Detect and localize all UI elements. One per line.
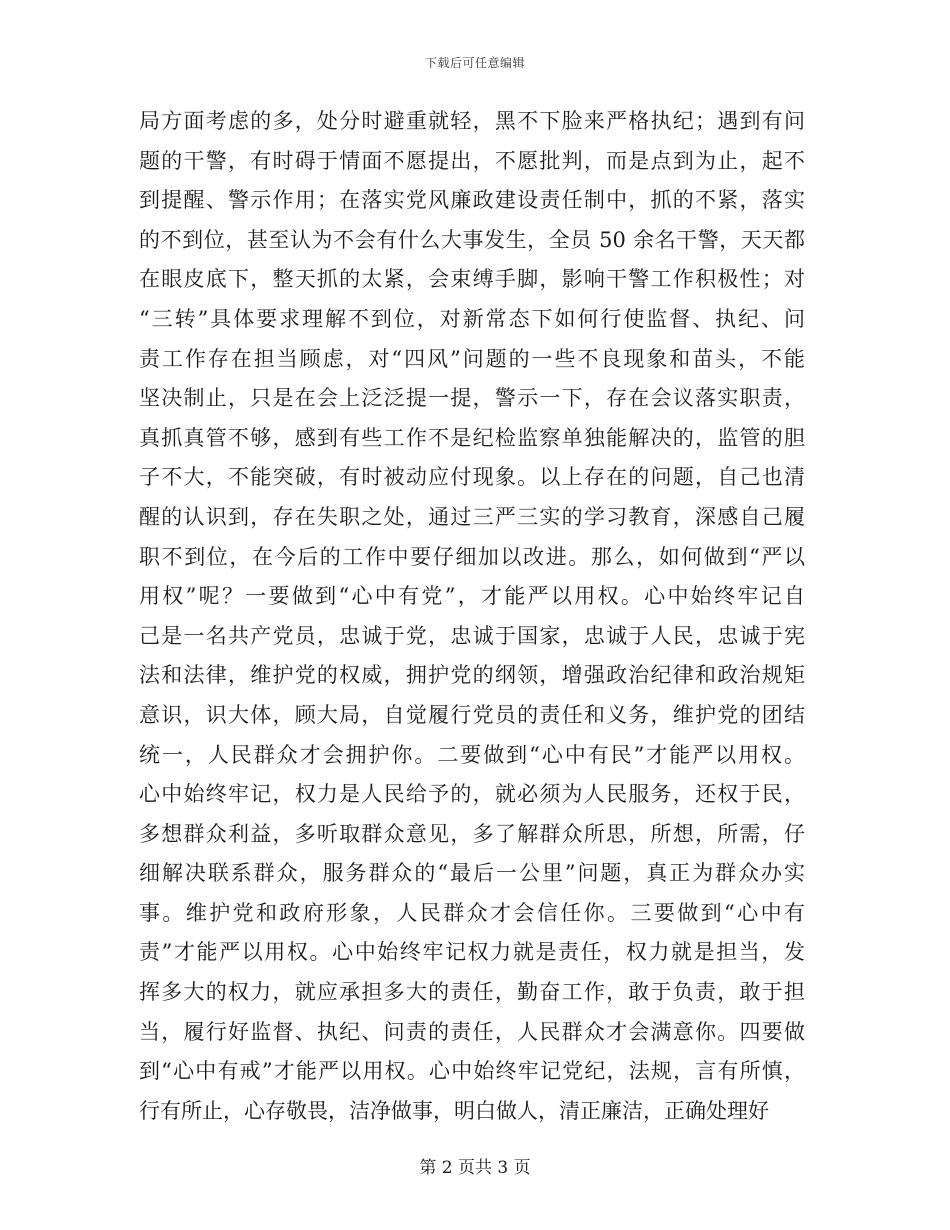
- text-line: 意识，识大体，顾大局，自觉履行党员的责任和义务，维护党的团结: [139, 702, 805, 727]
- text-line: “三转”具体要求理解不到位，对新常态下如何行使监督、执纪、问: [139, 306, 805, 331]
- text-line: 在眼皮底下，整天抓的太紧，会束缚手脚，影响干警工作积极性；对: [139, 267, 805, 292]
- text-line: 题的干警，有时碍于情面不愿提出，不愿批判，而是点到为止，起不: [139, 148, 805, 173]
- text-line: 责”才能严以用权。心中始终牢记权力就是责任，权力就是担当，发: [139, 940, 805, 965]
- text-line: 到提醒、警示作用；在落实党风廉政建设责任制中，抓的不紧，落实: [139, 188, 805, 213]
- text-line: 统一，人民群众才会拥护你。二要做到“心中有民”才能严以用权。: [139, 742, 805, 767]
- text-line: 细解决联系群众，服务群众的“最后一公里”问题，真正为群众办实: [139, 861, 805, 886]
- text-line: 真抓真管不够，感到有些工作不是纪检监察单独能解决的，监管的胆: [139, 425, 805, 450]
- text-line: 心中始终牢记，权力是人民给予的，就必须为人民服务，还权于民，: [139, 782, 805, 807]
- page-footer: 第 2 页共 3 页: [419, 1158, 531, 1178]
- text-line: 坚决制止，只是在会上泛泛提一提，警示一下，存在会议落实职责，: [139, 386, 805, 411]
- text-line: 挥多大的权力，就应承担多大的责任，勤奋工作，敢于负责，敢于担: [139, 980, 805, 1005]
- text-line: 职不到位，在今后的工作中要仔细加以改进。那么，如何做到“严以: [139, 544, 805, 569]
- text-line: 用权”呢？一要做到“心中有党”，才能严以用权。心中始终牢记自: [139, 584, 805, 609]
- text-line: 法和法律，维护党的权威，拥护党的纲领，增强政治纪律和政治规矩: [139, 663, 805, 688]
- text-line: 醒的认识到，存在失职之处，通过三严三实的学习教育，深感自己履: [139, 504, 805, 529]
- text-line: 事。维护党和政府形象，人民群众才会信任你。三要做到“心中有: [139, 900, 805, 925]
- text-line: 当，履行好监督、执纪、问责的责任，人民群众才会满意你。四要做: [139, 1019, 805, 1044]
- text-line: 多想群众利益，多听取群众意见，多了解群众所思，所想，所需，仔: [139, 821, 805, 846]
- text-line: 己是一名共产党员，忠诚于党，忠诚于国家，忠诚于人民，忠诚于宪: [139, 623, 805, 648]
- text-line: 责工作存在担当顾虑，对“四风”问题的一些不良现象和苗头，不能: [139, 346, 805, 371]
- text-line: 行有所止，心存敬畏，洁净做事，明白做人，清正廉洁，正确处理好: [139, 1098, 769, 1123]
- text-line: 局方面考虑的多，处分时避重就轻，黑不下脸来严格执纪；遇到有问: [139, 109, 805, 133]
- text-line: 子不大，不能突破，有时被动应付现象。以上存在的问题，自己也清: [139, 465, 805, 490]
- text-line: 到“心中有戒”才能严以用权。心中始终牢记党纪，法规，言有所慎，: [139, 1059, 805, 1084]
- text-line: 的不到位，甚至认为不会有什么大事发生，全员 50 余名干警，天天都: [139, 227, 805, 252]
- page-header: 下载后可任意编辑: [424, 56, 525, 70]
- document-body: [139, 102, 805, 1131]
